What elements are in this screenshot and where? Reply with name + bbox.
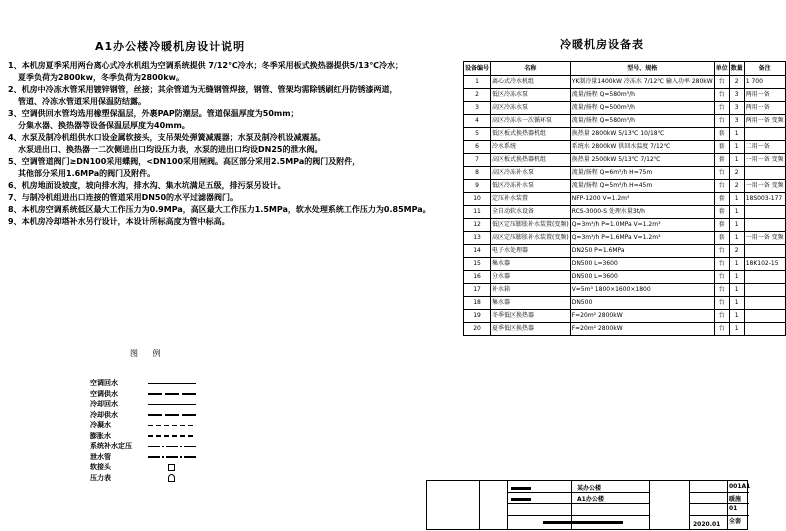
table-row <box>464 219 786 232</box>
legend-label: 空调供水 <box>90 389 118 398</box>
cell-remark: 两用一备 <box>744 89 785 102</box>
legend-line-symbol <box>148 414 200 416</box>
cell-qty: 1 <box>729 284 744 297</box>
cell-unit: 台 <box>714 115 729 128</box>
legend-line-symbol <box>148 383 200 385</box>
cell-unit: 台 <box>714 245 729 258</box>
cell-no: 5 <box>464 128 491 141</box>
cell-qty: 1 <box>729 206 744 219</box>
legend-line-symbol <box>148 393 200 395</box>
cell-no: 13 <box>464 232 491 245</box>
cell-name: 补水箱 <box>491 284 571 297</box>
table-row <box>464 102 786 115</box>
cell-spec: F=20m² 2800kW <box>570 323 714 336</box>
note-line: 9、本机房冷却塔补水另行设计，本设计所标高度为管中标高。 <box>8 217 230 226</box>
cell-name: 集水器 <box>491 258 571 271</box>
cell-no: 19 <box>464 310 491 323</box>
cell-no: 11 <box>464 206 491 219</box>
note-line: 其他部分采用1.6MPa的阀门及附件。 <box>18 169 156 178</box>
legend-line-symbol <box>148 456 200 458</box>
header-qty: 数量 <box>729 62 744 76</box>
cell-name: 分水器 <box>491 271 571 284</box>
legend-label: 压力表 <box>90 473 111 482</box>
legend-label: 冷却供水 <box>90 410 118 419</box>
cell-remark: 两用一备 <box>744 102 785 115</box>
cell-unit: 台 <box>714 102 729 115</box>
legend-label: 泄水管 <box>90 452 111 461</box>
table-row <box>464 245 786 258</box>
header-unit: 单位 <box>714 62 729 76</box>
table-row <box>464 141 786 154</box>
legend-title: 图 例 <box>130 349 167 358</box>
cell-unit: 套 <box>714 206 729 219</box>
cell-qty: 1 <box>729 310 744 323</box>
legend-item <box>90 378 200 389</box>
legend-line-symbol <box>148 474 200 482</box>
cell-no: 9 <box>464 180 491 193</box>
design-notes-title: A1办公楼冷暖机房设计说明 <box>95 40 246 53</box>
cell-no: 3 <box>464 102 491 115</box>
cell-name: 冷水系统 <box>491 141 571 154</box>
legend-label: 膨胀水 <box>90 431 111 440</box>
table-row <box>464 284 786 297</box>
title-block <box>426 480 751 530</box>
cell-remark: 18S003-177 <box>744 193 785 206</box>
legend-item <box>90 399 200 410</box>
cell-remark <box>744 206 785 219</box>
drawing-date: 2020.01 <box>693 521 721 528</box>
cell-no: 4 <box>464 115 491 128</box>
note-line: 6、机房地面设坡度，坡向排水沟，排水沟、集水坑满足五级，排污泵另设计。 <box>8 181 286 190</box>
table-row <box>464 154 786 167</box>
legend-item <box>90 410 200 421</box>
note-line: 3、空调供回水管均选用橡塑保温层，外裹PAP防潮层。管道保温厚度为50mm； <box>8 109 299 118</box>
legend-item <box>90 420 200 431</box>
cell-unit: 台 <box>714 284 729 297</box>
cell-qty: 1 <box>729 271 744 284</box>
table-row <box>464 206 786 219</box>
cell-no: 15 <box>464 258 491 271</box>
note-line: 分集水器、换热器等设备保温层厚度为40mm。 <box>18 121 190 130</box>
cell-name: 高区定压膨胀补水装置(变频) <box>491 232 571 245</box>
note-line: 水泵进出口、换热器一二次侧进出口均设压力表，水泵的进出口均设DN25的泄水阀。 <box>18 145 323 154</box>
drawing-discipline: 暖施 <box>729 496 742 503</box>
cell-unit: 台 <box>714 76 729 89</box>
note-line: 5、空调管道阀门≥DN100采用蝶阀，<DN100采用闸阀。高区部分采用2.5MPa的阀门及附件， <box>8 157 361 166</box>
cell-spec: 流量/扬程 Q=6m³/h H=75m <box>570 167 714 180</box>
legend-line-symbol <box>148 425 200 427</box>
cell-qty: 2 <box>729 180 744 193</box>
header-spec: 型号、规格 <box>570 62 714 76</box>
cell-qty: 2 <box>729 76 744 89</box>
cell-remark <box>744 271 785 284</box>
table-row <box>464 193 786 206</box>
title-block-mark <box>543 521 623 524</box>
cell-name: 集水器 <box>491 297 571 310</box>
cell-name: 低区定压膨胀补水装置(变频) <box>491 219 571 232</box>
cell-unit: 台 <box>714 258 729 271</box>
legend-line-symbol <box>148 446 200 448</box>
note-line: 8、本机房空调系统低区最大工作压力为0.9MPa，高区最大工作压力1.5MPa，软水处理系统工作压力为0.85MPa。 <box>8 205 431 214</box>
cell-spec: 系统水 2800kW 供回水温度 7/12℃ <box>570 141 714 154</box>
cell-name: 夏季低区换热器 <box>491 323 571 336</box>
cell-qty: 2 <box>729 245 744 258</box>
cell-spec: 换热量 2800kW 5/13℃ 10/18℃ <box>570 128 714 141</box>
equipment-table <box>463 61 786 336</box>
cell-remark: 1 700 <box>744 76 785 89</box>
drawing-name: A1办公楼 <box>577 496 604 503</box>
cell-no: 14 <box>464 245 491 258</box>
project-name: 某办公楼 <box>577 485 602 492</box>
cell-qty: 3 <box>729 89 744 102</box>
legend-item <box>90 431 200 442</box>
title-block-mark <box>511 487 531 490</box>
cell-qty: 1 <box>729 297 744 310</box>
cell-no: 8 <box>464 167 491 180</box>
cell-spec: Q=3m³/h P=1.6MPa V=1.2m³ <box>570 232 714 245</box>
legend-item <box>90 452 200 463</box>
cell-name: 高区冷冻补水泵 <box>491 167 571 180</box>
cell-qty: 1 <box>729 193 744 206</box>
cell-qty: 1 <box>729 219 744 232</box>
table-row <box>464 128 786 141</box>
cell-no: 6 <box>464 141 491 154</box>
equipment-table-title: 冷暖机房设备表 <box>560 38 644 51</box>
cell-unit: 台 <box>714 323 729 336</box>
table-row <box>464 310 786 323</box>
cell-no: 10 <box>464 193 491 206</box>
cell-qty: 1 <box>729 128 744 141</box>
legend-label: 冷凝水 <box>90 421 111 430</box>
cell-remark <box>744 128 785 141</box>
cell-no: 20 <box>464 323 491 336</box>
cell-spec: V=5m³ 1800×1600×1800 <box>570 284 714 297</box>
cell-unit: 台 <box>714 271 729 284</box>
cell-spec: 流量/扬程 Q=580m³/h <box>570 115 714 128</box>
cell-unit: 套 <box>714 219 729 232</box>
cell-name: 电子水处理器 <box>491 245 571 258</box>
cell-spec: DN500 <box>570 297 714 310</box>
note-line: 1、本机房夏季采用两台离心式冷水机组为空调系统提供 7/12℃冷水；冬季采用板式换热器提供5/13℃冷水； <box>8 61 403 70</box>
legend-line-symbol <box>148 464 200 471</box>
legend <box>90 378 200 483</box>
cell-remark: 两用一备 变频 <box>744 115 785 128</box>
sheet-set: 全套 <box>729 518 742 525</box>
cell-remark <box>744 297 785 310</box>
cell-no: 12 <box>464 219 491 232</box>
cell-qty: 1 <box>729 232 744 245</box>
legend-item <box>90 441 200 452</box>
cell-qty: 2 <box>729 167 744 180</box>
legend-label: 软接头 <box>90 463 111 472</box>
cell-unit: 套 <box>714 128 729 141</box>
cell-unit: 台 <box>714 310 729 323</box>
cell-qty: 1 <box>729 323 744 336</box>
legend-label: 空调回水 <box>90 379 118 388</box>
cell-unit: 台 <box>714 180 729 193</box>
cell-qty: 1 <box>729 141 744 154</box>
table-row <box>464 232 786 245</box>
note-line: 4、水泵及制冷机组供水口设金属软接头，支吊架处弹簧减震器；水泵及制冷机设减震基。 <box>8 133 326 142</box>
legend-item <box>90 389 200 400</box>
cell-name: 低区冷冻水泵 <box>491 89 571 102</box>
cell-spec: 流量/扬程 Q=5m³/h H=45m <box>570 180 714 193</box>
cell-unit: 套 <box>714 154 729 167</box>
cell-name: 定压补水装置 <box>491 193 571 206</box>
cell-remark <box>744 167 785 180</box>
cell-unit: 台 <box>714 297 729 310</box>
table-row <box>464 76 786 89</box>
table-row <box>464 297 786 310</box>
cell-spec: YK制冷量1400kW 冷冻水 7/12℃ 输入功率 280kW <box>570 76 714 89</box>
cell-remark <box>744 323 785 336</box>
cell-name: 冬季低区换热器 <box>491 310 571 323</box>
cell-no: 2 <box>464 89 491 102</box>
note-line: 7、与制冷机组进出口连接的管道采用DN50的水平过滤器阀门。 <box>8 193 239 202</box>
table-header-row <box>464 62 786 76</box>
header-no: 设备编号 <box>464 62 491 76</box>
cell-name: 低区板式换热器机组 <box>491 128 571 141</box>
cell-name: 离心式冷水机组 <box>491 76 571 89</box>
cell-spec: RCS-3000-S 处理水量3t/h <box>570 206 714 219</box>
table-row <box>464 323 786 336</box>
cell-qty: 1 <box>729 154 744 167</box>
cell-remark: 18K102-15 <box>744 258 785 271</box>
cell-remark <box>744 284 785 297</box>
cell-qty: 3 <box>729 102 744 115</box>
cell-unit: 套 <box>714 141 729 154</box>
cell-remark: 一用一备 变频 <box>744 154 785 167</box>
cell-unit: 套 <box>714 193 729 206</box>
sheet-no: 01 <box>729 505 738 512</box>
cell-name: 低区冷冻补水泵 <box>491 180 571 193</box>
cell-unit: 套 <box>714 232 729 245</box>
cell-spec: 流量/扬程 Q=580m³/h <box>570 89 714 102</box>
cell-qty: 3 <box>729 115 744 128</box>
cell-name: 高区冷冻水泵 <box>491 102 571 115</box>
cell-remark: 一用一备 变频 <box>744 232 785 245</box>
cell-no: 16 <box>464 271 491 284</box>
table-row <box>464 180 786 193</box>
cell-no: 18 <box>464 297 491 310</box>
design-notes <box>8 60 431 228</box>
cell-remark <box>744 310 785 323</box>
header-name: 名称 <box>491 62 571 76</box>
cell-spec: NFP-1200 V=1.2m³ <box>570 193 714 206</box>
table-row <box>464 258 786 271</box>
cell-spec: F=20m² 2800kW <box>570 310 714 323</box>
cell-no: 7 <box>464 154 491 167</box>
note-line: 夏季负荷为2800kw，冬季负荷为2800kw。 <box>18 73 184 82</box>
header-remark: 备注 <box>744 62 785 76</box>
cell-no: 17 <box>464 284 491 297</box>
cell-spec: 换热量 2500kW 5/13℃ 7/12℃ <box>570 154 714 167</box>
cell-name: 全自动软水设备 <box>491 206 571 219</box>
cell-remark <box>744 245 785 258</box>
cell-qty: 1 <box>729 258 744 271</box>
note-line: 管道、冷冻水管道采用保温防结露。 <box>18 97 146 106</box>
note-line: 2、机房中冷冻水管采用镀锌钢管，丝接；其余管道为无缝钢管焊接，钢管、管架均需除锈刷红丹防锈漆两道， <box>8 85 398 94</box>
legend-line-symbol <box>148 435 200 437</box>
cell-spec: DN250 P=1.6MPa <box>570 245 714 258</box>
cell-no: 1 <box>464 76 491 89</box>
cell-spec: Q=3m³/h P=1.0MPa V=1.2m³ <box>570 219 714 232</box>
cell-name: 高区板式换热器机组 <box>491 154 571 167</box>
cell-spec: DN500 L=3600 <box>570 258 714 271</box>
cell-spec: DN500 L=3600 <box>570 271 714 284</box>
cell-remark: 二用一备 <box>744 141 785 154</box>
legend-label: 冷却回水 <box>90 400 118 409</box>
table-row <box>464 167 786 180</box>
legend-item <box>90 473 200 484</box>
cell-unit: 台 <box>714 167 729 180</box>
cell-remark: 一用一备 变频 <box>744 180 785 193</box>
legend-item <box>90 462 200 473</box>
legend-line-symbol <box>148 404 200 406</box>
cell-unit: 台 <box>714 89 729 102</box>
title-block-mark <box>511 498 531 501</box>
cell-spec: 流量/扬程 Q=500m³/h <box>570 102 714 115</box>
table-row <box>464 115 786 128</box>
table-row <box>464 89 786 102</box>
drawing-no: 001A1 <box>729 483 751 490</box>
legend-label: 系统补水定压 <box>90 442 132 451</box>
table-row <box>464 271 786 284</box>
cell-name: 高区冷冻水一次循环泵 <box>491 115 571 128</box>
cell-remark <box>744 219 785 232</box>
